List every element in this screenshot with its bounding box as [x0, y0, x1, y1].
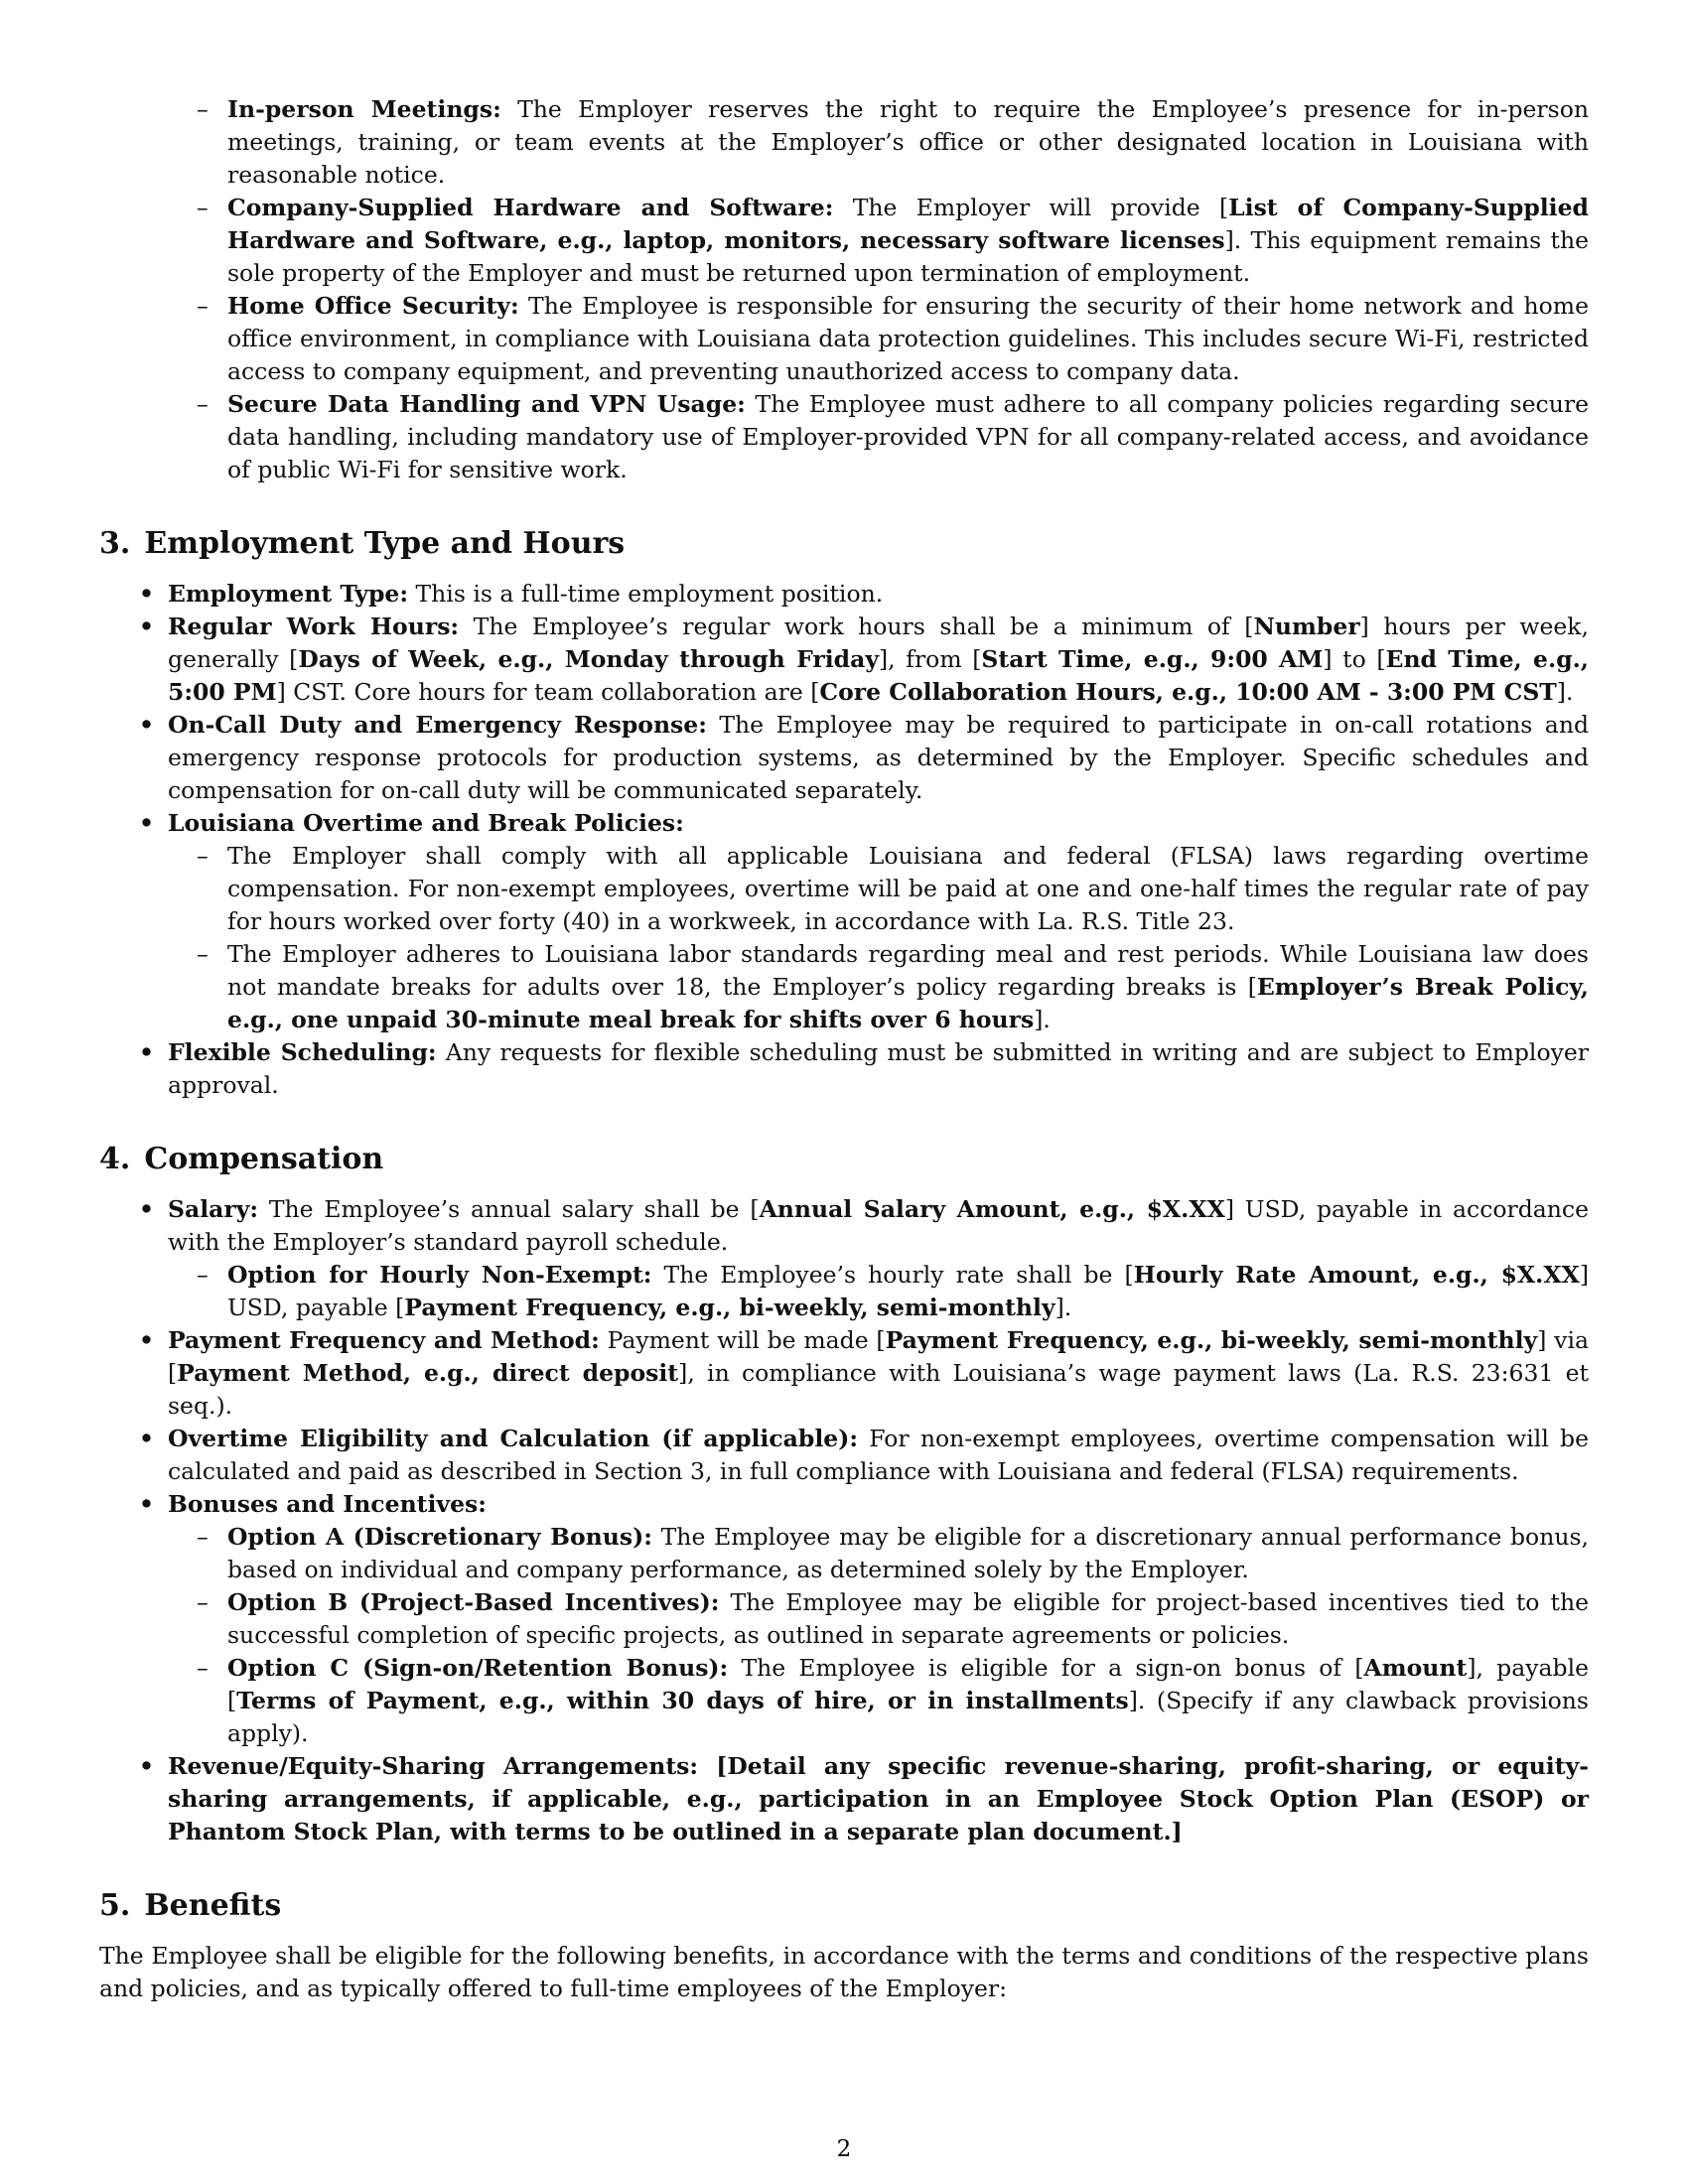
- list-item: • Revenue/Equity-Sharing Arrangements: [Detail any specific revenue-sharing, profit-sharing, or equity-sharing arrangements, if applicable, e.g., participation in an Employee Stock Option Plan (ESOP) or Phantom Stock Plan, with terms to be outlined in a separate plan document.]: [99, 1750, 1589, 1848]
- section-5-heading: 5. Benefits: [99, 1888, 282, 1923]
- list-item: – Option A (Discretionary Bonus): The Employee may be eligible for a discretionary annual performance bonus, based on individual and company performance, as determined solely by the Employer.: [168, 1521, 1589, 1586]
- list-item: – Option C (Sign-on/Retention Bonus): The Employee is eligible for a sign-on bonus of [Amount], payable [Terms of Payment, e.g., within 30 days of hire, or in installments]. (Specify if any clawback provisions apply).: [168, 1652, 1589, 1750]
- section-4-list: [99, 1193, 1589, 1848]
- section-3-heading: 3. Employment Type and Hours: [99, 526, 626, 561]
- overtime-sublist: [168, 840, 1589, 1036]
- list-item: • Bonuses and Incentives: – Option A (Discretionary Bonus): The Employee may be eligible for a discretionary annual performance bonus, based on individual and company performance, as determined solely by the Employer. – Option B (Project-Based Incentives): The Employee may be eligible for project-based incentives tied to the successful completion of specific projects, as outlined in separate agreements or policies. – Option C (Sign-on/Retention Bonus): The Employee is eligible for a sign-on bonus of [Amount], payable [Terms of Payment, e.g., within 30 days of hire, or in installments]. (Specify if any clawback provisions apply).: [99, 1488, 1589, 1750]
- list-item: – Option for Hourly Non-Exempt: The Employee’s hourly rate shall be [Hourly Rate Amount, e.g., $X.XX] USD, payable [Payment Frequency, e.g., bi-weekly, semi-monthly].: [168, 1259, 1589, 1324]
- list-item: – Home Office Security: The Employee is responsible for ensuring the security of their home network and home office environment, in compliance with Louisiana data protection guidelines. This includes secure Wi-Fi, restricted access to company equipment, and preventing unauthorized access to company data.: [99, 290, 1589, 388]
- page-number: 2: [836, 2136, 852, 2162]
- list-item: • Employment Type: This is a full-time employment position.: [99, 578, 1589, 611]
- remote-work-sublist: [99, 93, 1589, 486]
- list-item: • Flexible Scheduling: Any requests for flexible scheduling must be submitted in writing and are subject to Employer approval.: [99, 1036, 1589, 1102]
- list-item: • Overtime Eligibility and Calculation (if applicable): For non-exempt employees, overtime compensation will be calculated and paid as described in Section 3, in full compliance with Louisiana and federal (FLSA) requirements.: [99, 1423, 1589, 1488]
- bonus-sublist: [168, 1521, 1589, 1750]
- list-item: • On-Call Duty and Emergency Response: The Employee may be required to participate in on-call rotations and emergency response protocols for production systems, as determined by the Employer. Specific schedules and compensation for on-call duty will be communicated separately.: [99, 709, 1589, 807]
- list-item: – In-person Meetings: The Employer reserves the right to require the Employee’s presence for in-person meetings, training, or team events at the Employer’s office or other designated location in Louisiana with reasonable notice.: [99, 93, 1589, 192]
- list-item: – The Employer adheres to Louisiana labor standards regarding meal and rest periods. While Louisiana law does not mandate breaks for adults over 18, the Employer’s policy regarding breaks is [Employer’s Break Policy, e.g., one unpaid 30-minute meal break for shifts over 6 hours].: [168, 938, 1589, 1036]
- document-page: [99, 93, 1589, 2005]
- section-4-heading: 4. Compensation: [99, 1142, 384, 1176]
- list-item: – Secure Data Handling and VPN Usage: The Employee must adhere to all company policies regarding secure data handling, including mandatory use of Employer-provided VPN for all company-related access, and avoidance of public Wi-Fi for sensitive work.: [99, 388, 1589, 486]
- list-item: – The Employer shall comply with all applicable Louisiana and federal (FLSA) laws regarding overtime compensation. For non-exempt employees, overtime will be paid at one and one-half times the regular rate of pay for hours worked over forty (40) in a workweek, in accordance with La. R.S. Title 23.: [168, 840, 1589, 938]
- list-item: • Regular Work Hours: The Employee’s regular work hours shall be a minimum of [Number] hours per week, generally [Days of Week, e.g., Monday through Friday], from [Start Time, e.g., 9:00 AM] to [End Time, e.g., 5:00 PM] CST. Core hours for team collaboration are [Core Collaboration Hours, e.g., 10:00 AM - 3:00 PM CST].: [99, 611, 1589, 709]
- list-item: • Louisiana Overtime and Break Policies: – The Employer shall comply with all applicable Louisiana and federal (FLSA) laws regarding overtime compensation. For non-exempt employees, overtime will be paid at one and one-half times the regular rate of pay for hours worked over forty (40) in a workweek, in accordance with La. R.S. Title 23. – The Employer adheres to Louisiana labor standards regarding meal and rest periods. While Louisiana law does not mandate breaks for adults over 18, the Employer’s policy regarding breaks is [Employer’s Break Policy, e.g., one unpaid 30-minute meal break for shifts over 6 hours].: [99, 807, 1589, 1036]
- salary-sublist: [168, 1259, 1589, 1324]
- list-item: – Company-Supplied Hardware and Software: The Employer will provide [List of Company-Supplied Hardware and Software, e.g., laptop, monitors, necessary software licenses]. This equipment remains the sole property of the Employer and must be returned upon termination of employment.: [99, 192, 1589, 290]
- section-3-list: [99, 578, 1589, 1102]
- benefits-intro: The Employee shall be eligible for the following benefits, in accordance with the terms and conditions of the respective plans and policies, and as typically offered to full-time employees of the Employer:: [99, 1942, 1589, 2002]
- list-item: – Option B (Project-Based Incentives): The Employee may be eligible for project-based incentives tied to the successful completion of specific projects, as outlined in separate agreements or policies.: [168, 1586, 1589, 1652]
- list-item: • Salary: The Employee’s annual salary shall be [Annual Salary Amount, e.g., $X.XX] USD, payable in accordance with the Employer’s standard payroll schedule. – Option for Hourly Non-Exempt: The Employee’s hourly rate shall be [Hourly Rate Amount, e.g., $X.XX] USD, payable [Payment Frequency, e.g., bi-weekly, semi-monthly].: [99, 1193, 1589, 1324]
- list-item: • Payment Frequency and Method: Payment will be made [Payment Frequency, e.g., bi-weekly, semi-monthly] via [Payment Method, e.g., direct deposit], in compliance with Louisiana’s wage payment laws (La. R.S. 23:631 et seq.).: [99, 1324, 1589, 1423]
